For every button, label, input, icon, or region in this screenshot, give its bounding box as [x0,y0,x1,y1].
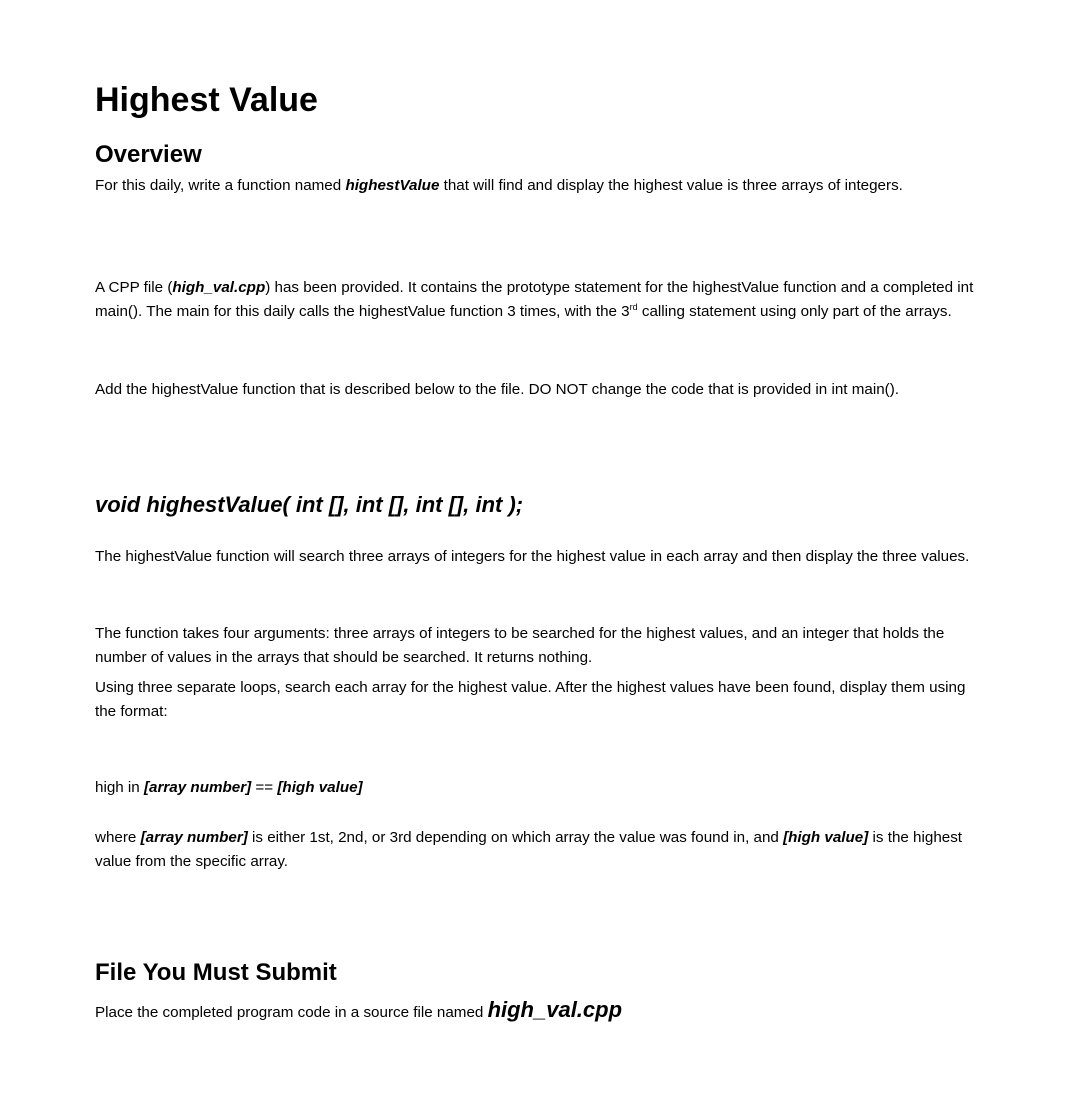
format-equals: == [251,779,278,796]
p8-text-b: is either 1st, 2nd, or 3rd depending on which array the value was found in, and [247,829,784,846]
overview-heading: Overview [95,141,202,168]
overview-paragraph-3: Add the highestValue function that is described below to the file. DO NOT change the code that is provided in int main(). [95,381,899,398]
submit-heading: File You Must Submit [95,959,337,986]
format-high-value: [high value] [277,779,363,796]
overview-p2-text-b: ) has been provided. It contains the prototype statement for the highestValue function and a completed int main(). The main for this daily calls the highestValue function 3 times, with the 3 [95,279,974,320]
p8-array-number: [array number] [140,829,248,846]
p8-high-value: [high value] [783,829,869,846]
cpp-filename-emphasis: high_val.cpp [172,279,266,296]
function-signature-heading: void highestValue( int [], int [], int [], int ); [95,492,524,517]
description-paragraph-3: Using three separate loops, search each array for the highest value. After the highest values have been found, display them using the format: [95,679,966,720]
format-text-a: high in [95,779,144,796]
output-format-line [95,776,990,800]
overview-p2-text-a: A CPP file ( [95,279,173,296]
overview-paragraph-2 [95,276,990,324]
function-name-emphasis: highestValue [345,177,440,194]
submit-paragraph [95,998,990,1025]
format-array-number: [array number] [143,779,252,796]
description-paragraph-2: The function takes four arguments: three arrays of integers to be searched for the highest values, and an integer that holds the number of values in the arrays that should be searched. It returns nothing. [95,625,945,666]
submit-text: Place the completed program code in a source file named [95,1004,488,1021]
p8-text-a: where [95,829,141,846]
overview-paragraph-1 [95,174,990,198]
overview-p1-text-a: For this daily, write a function named [95,177,346,194]
description-paragraph-1: The highestValue function will search three arrays of integers for the highest value in each array and then display the three values. [95,548,970,565]
overview-p1-text-b: that will find and display the highest value is three arrays of integers. [439,177,903,194]
overview-p2-text-c: calling statement using only part of the arrays. [637,303,952,320]
submit-filename: high_val.cpp [487,997,623,1022]
description-paragraph-4 [95,826,990,874]
page-title: Highest Value [95,81,318,119]
ordinal-superscript: rd [629,301,638,312]
p8-text-c: is the highest value from the specific array. [95,829,963,870]
